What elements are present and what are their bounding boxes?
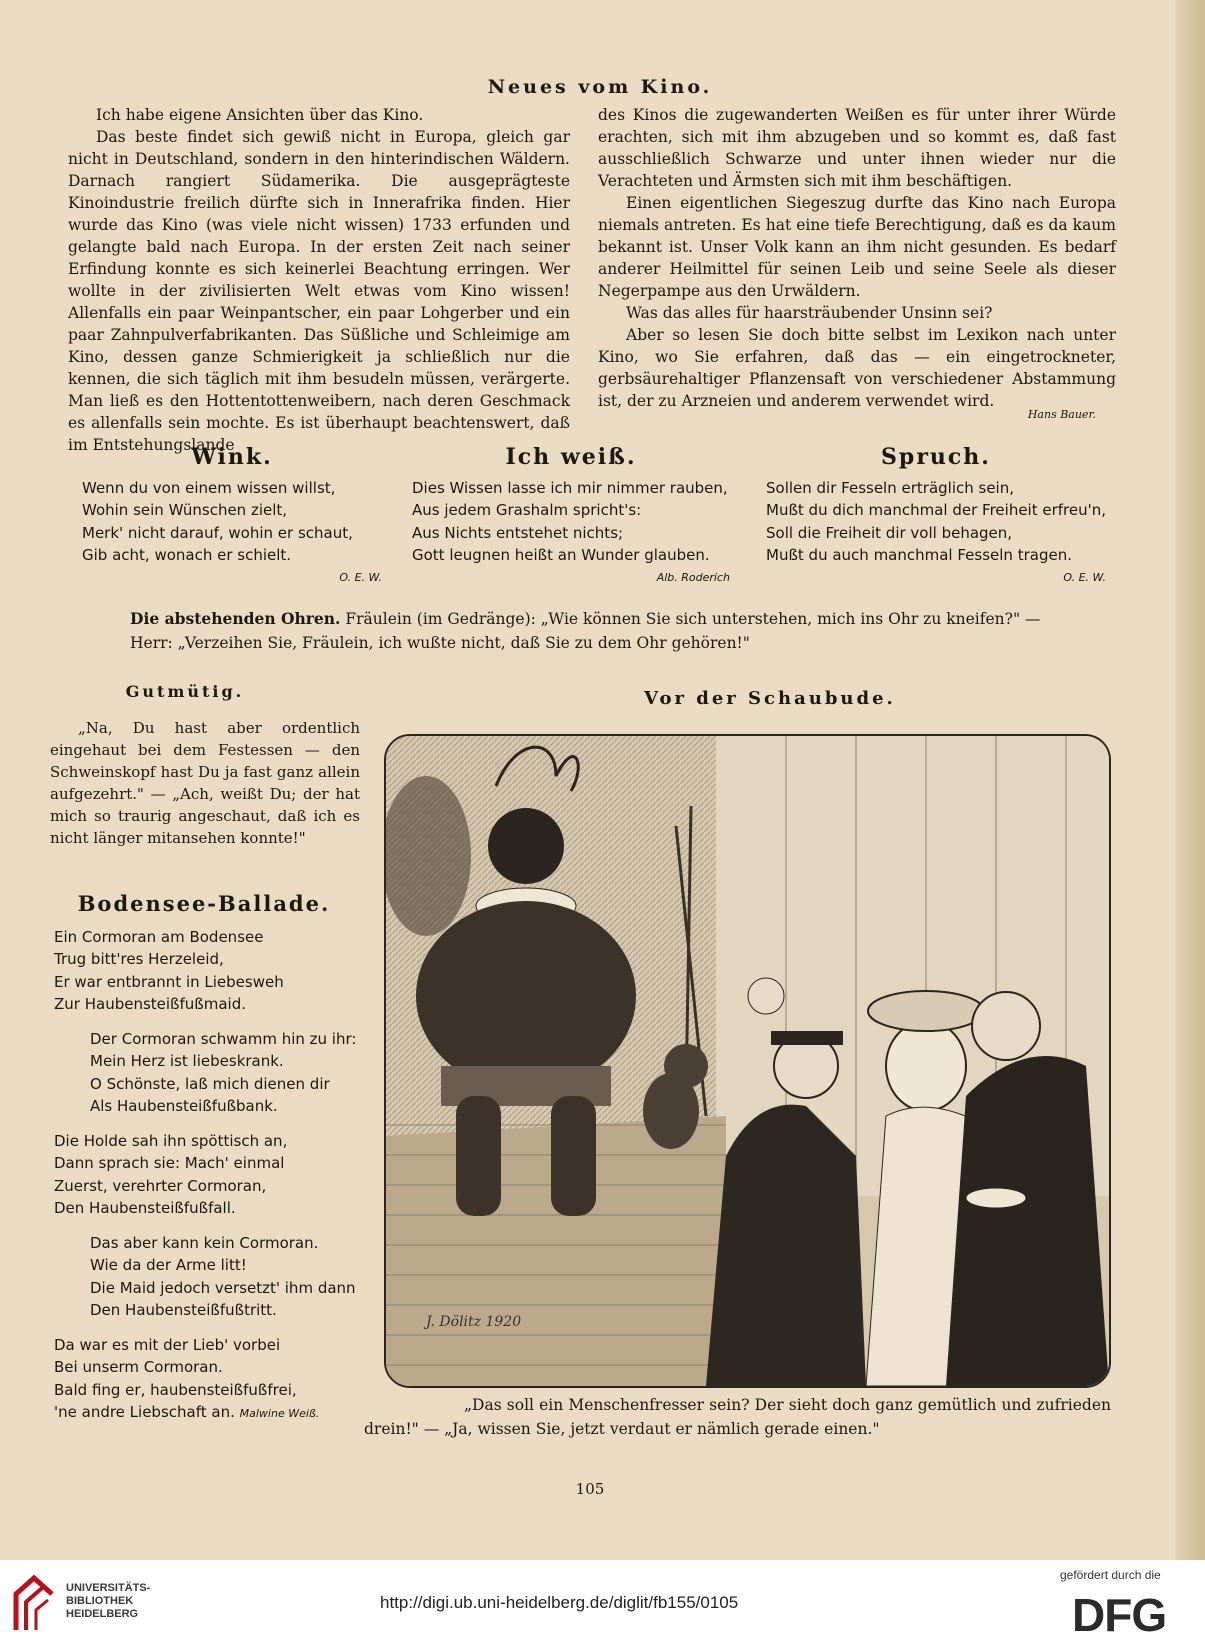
- poem-line: Mußt du dich manchmal der Freiheit erfreu'n,: [766, 501, 1107, 519]
- poem-line: Wenn du von einem wissen willst,: [82, 478, 336, 497]
- poem-line: Aus Nichts entstehet nichts;: [412, 523, 624, 542]
- ballade-author: Malwine Weiß.: [239, 1407, 320, 1420]
- poem-line: Gott leugnen heißt an Wunder glauben.: [412, 546, 710, 564]
- poem-line: Der Cormoran schwamm hin zu ihr:: [90, 1029, 357, 1048]
- spectator-cap: [771, 1031, 843, 1045]
- poem-line: Mußt du auch manchmal Fesseln tragen.: [766, 546, 1072, 564]
- record-url-link[interactable]: http://digi.ub.uni-heidelberg.de/diglit/fb155/0105: [380, 1593, 739, 1612]
- library-line: BIBLIOTHEK: [66, 1595, 134, 1607]
- poem-line: Da war es mit der Lieb' vorbei: [54, 1335, 281, 1354]
- poem-line: Den Haubensteißfußtritt.: [90, 1301, 277, 1319]
- library-line: HEIDELBERG: [66, 1608, 139, 1620]
- joke-lead: Die abstehenden Ohren.: [130, 609, 341, 628]
- poem-line: Zuerst, verehrter Cormoran,: [54, 1176, 267, 1195]
- poem-title: Wink.: [191, 444, 273, 470]
- poem-line: Den Haubensteißfußfall.: [54, 1199, 236, 1217]
- spectator-woman-head: [886, 1021, 966, 1111]
- poem-line: Wie da der Arme litt!: [90, 1256, 247, 1274]
- illustration-frame: [384, 734, 1111, 1388]
- footer-bar: [0, 1560, 1205, 1649]
- ballade-stanza: [54, 1130, 374, 1220]
- ballade-stanza: [54, 926, 374, 1016]
- poem-line: Die Holde sah ihn spöttisch an,: [54, 1131, 288, 1150]
- woman-hat: [868, 991, 984, 1031]
- library-name: [66, 1582, 150, 1621]
- poem-line: Dies Wissen lasse ich mir nimmer rauben,: [412, 478, 728, 497]
- poem-line: Trug bitt'res Herzeleid,: [54, 950, 224, 968]
- gutmuetig-section: [50, 682, 360, 849]
- poem-line: Gib acht, wonach er schielt.: [82, 546, 292, 564]
- poem-line: Die Maid jedoch versetzt' ihm dann: [90, 1278, 356, 1297]
- poem-line-text: 'ne andre Liebschaft an.: [54, 1403, 235, 1421]
- joke-text: Fräulein (im Gedränge): „Wie können Sie sich unterstehen, mich ins Ohr zu kneifen?" — Herr: „Verzeihen Sie, Fräulein, ich wußte nicht, daß Sie zu dem Ohr gehören!": [130, 610, 1041, 652]
- poem-line: Zur Haubensteißfußmaid.: [54, 995, 246, 1013]
- library-logo-icon: [12, 1574, 58, 1634]
- ballade: [54, 893, 374, 1426]
- illustration-caption: „Das soll ein Menschenfresser sein? Der sieht doch ganz gemütlich und zufrieden drein!" — „Ja, wissen Sie, jetzt verdaut er nämlich gerade einen.": [364, 1396, 1111, 1438]
- article-left-column: [68, 104, 570, 456]
- poem-line: Bald fing er, haubensteißfußfrei,: [54, 1380, 297, 1399]
- poem-line: Er war entbrannt in Liebesweh: [54, 972, 284, 991]
- showman-leg: [551, 1096, 596, 1216]
- article-paragraph: Das beste findet sich gewiß nicht in Europa, gleich gar nicht in Deutschland, sondern in den hinterindischen Wäldern. Darnach rangiert Südamerika. Die ausgeprägteste Kinoindustrie freilich dürfte sich in Innerafrika finden. Hier wurde das Kino (was viele nicht wissen) 1733 erfunden und gelangte bald nach Europa. In der ersten Zeit nach seiner Erfindung konnte es sich keinerlei Beachtung erringen. Wer wollte in der zivilisierten Welt etwas vom Kino wissen! Allenfalls ein paar Weinpantscher, ein paar Lohgerber und ein paar Zahnpulverfabrikanten. Das Süßliche und Schleimige am Kino, dessen ganze Schmierigkeit ja schließlich nur die kennen, die sich täglich mit ihm besudeln müssen, verärgerte. Man ließ es den Hottentottenweibern, nach deren Geschmack es allenfalls sein mochte. Es ist überhaupt beachtenswert, daß im Entstehungslande: [68, 128, 570, 454]
- poem-author: Alb. Roderich: [656, 570, 730, 584]
- small-spectator-head: [748, 978, 784, 1014]
- article-title: Neues vom Kino.: [487, 76, 713, 98]
- poem-line: Ein Cormoran am Bodensee: [54, 927, 264, 946]
- article-paragraph: Einen eigentlichen Siegeszug durfte das Kino nach Europa niemals antreten. Es hat eine tiefe Berechtigung, daß es da kaum bekannt ist. Unser Volk kann an ihm nicht gesunden. Es bedarf anderer Heilmittel für seinen Leib und seine Seele als dieser Negerpampe aus den Urwäldern.: [598, 194, 1116, 300]
- page-number: 105: [575, 1480, 605, 1498]
- page-edge: [1175, 0, 1205, 1560]
- poem-line: Bei unserm Cormoran.: [54, 1358, 223, 1376]
- artist-signature: J. Dölitz 1920: [426, 1314, 522, 1330]
- poem-line: Sollen dir Fesseln erträglich sein,: [766, 478, 1014, 497]
- poem-line: Mein Herz ist liebeskrank.: [90, 1052, 284, 1070]
- poem-line: Merk' nicht darauf, wohin er schaut,: [82, 523, 353, 542]
- poem-line: O Schönste, laß mich dienen dir: [90, 1074, 330, 1093]
- article-paragraph: Was das alles für haarsträubender Unsinn sei?: [626, 304, 993, 322]
- poem-author: O. E. W.: [339, 570, 382, 584]
- showman-head: [488, 808, 564, 884]
- poem-author: O. E. W.: [1063, 570, 1106, 584]
- library-line: UNIVERSITÄTS-: [66, 1582, 151, 1594]
- poem-line: Als Haubensteißfußbank.: [90, 1097, 278, 1115]
- boy-straw-hat: [966, 1188, 1026, 1208]
- showman-leg: [456, 1096, 501, 1216]
- poem-line: Aus jedem Grashalm spricht's:: [412, 501, 642, 519]
- illustration-title: Vor der Schaubude.: [644, 688, 896, 709]
- article-paragraph: Aber so lesen Sie doch bitte selbst im Lexikon nach unter Kino, wo Sie erfahren, daß das — ein eingetrockneter, gerbsäurehaltiger Pflanzensaft von verschiedener Abstammung ist, der zu Arzneien und anderem verwendet wird.: [598, 326, 1116, 410]
- article-author: Hans Bauer.: [1027, 408, 1096, 421]
- poem-line: [54, 1401, 374, 1426]
- poem-title: Spruch.: [881, 444, 991, 470]
- article-right-column: [598, 104, 1116, 421]
- poem-line: Wohin sein Wünschen zielt,: [82, 501, 288, 519]
- spectator-bearded-man: [946, 1056, 1109, 1386]
- ballade-stanza: [54, 1334, 374, 1426]
- joke-ears: [130, 607, 1050, 655]
- illustration-drawing: [386, 736, 1109, 1386]
- ballade-stanza: [54, 1232, 374, 1322]
- poem-title: Ich weiß.: [505, 444, 637, 470]
- ballade-title: Bodensee-Ballade.: [77, 891, 331, 916]
- ballade-stanza: [54, 1028, 374, 1118]
- sponsor-text: gefördert durch die: [1060, 1568, 1161, 1582]
- bearded-man-head: [972, 992, 1040, 1060]
- poem-line: Soll die Freiheit dir voll behagen,: [766, 523, 1013, 542]
- poem-spruch: [766, 446, 1106, 589]
- showman-belly: [416, 901, 636, 1091]
- article-paragraph: Ich habe eigene Ansichten über das Kino.: [96, 106, 424, 124]
- article-paragraph: des Kinos die zugewanderten Weißen es für unter ihrer Würde erachten, sich mit ihm abzugeben und so kommt es, daß fast ausschließlich Schwarze und unter ihnen wieder nur die Verachteten und Ärmsten sich mit ihm beschäftigen.: [598, 106, 1116, 190]
- gutmuetig-text: „Na, Du hast aber ordentlich eingehaut bei dem Festessen — den Schweinskopf hast Du ja fast ganz allein aufgezehrt." — „Ach, weißt Du; der hat mich so traurig angeschaut, daß ich es nicht länger mitansehen konnte!": [50, 719, 360, 847]
- poem-line: Das aber kann kein Cormoran.: [90, 1233, 319, 1252]
- poem-ich-weiss: [412, 446, 730, 589]
- poem-line: Dann sprach sie: Mach' einmal: [54, 1154, 285, 1172]
- poem-wink: [82, 446, 382, 589]
- dfg-logo: DFG: [1072, 1589, 1167, 1641]
- gutmuetig-title: Gutmütig.: [125, 682, 245, 701]
